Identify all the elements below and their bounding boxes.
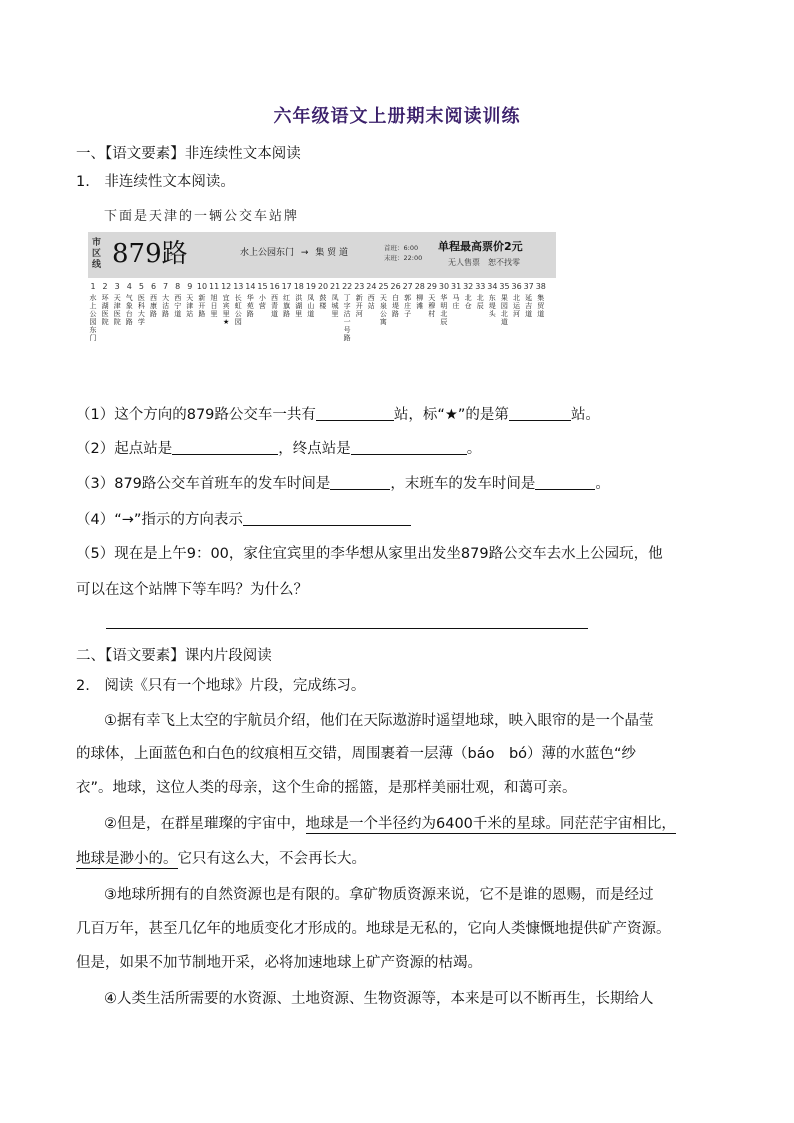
bus-stop-name: 丁字沽一号路: [343, 294, 351, 342]
bus-stop-11: [209, 282, 219, 318]
bus-stop-number: 11: [209, 282, 220, 291]
sign-intro: 下面是天津的一辆公交车站牌: [104, 209, 300, 224]
bus-stop-name: 新开路: [198, 294, 206, 318]
question2-label: 2. 阅读《只有一个地球》片段，完成练习。: [76, 678, 366, 694]
bus-stop-25: [378, 282, 388, 326]
bus-stop-name: 北运河: [513, 294, 520, 318]
q2-text-c: 。: [466, 441, 482, 457]
bus-stop-22: [342, 282, 352, 342]
bus-stop-name: 旭日里: [210, 294, 218, 318]
bus-stop-number: 19: [305, 282, 316, 291]
bus-stop-name: 西站: [367, 294, 375, 310]
bus-stop-number: 32: [463, 282, 474, 291]
bus-stop-name: 鼓楼: [319, 294, 327, 310]
last-bus-time: 末班：22:00: [384, 254, 423, 262]
bus-stop-13: [233, 282, 243, 326]
bus-stop-19: [306, 282, 316, 318]
bus-stop-name: 凤山道: [307, 294, 315, 318]
paragraph-1-line1: ①据有幸飞上太空的宇航员介绍，他们在天际遨游时遥望地球，映入眼帘的是一个晶莹: [104, 713, 654, 729]
bus-stop-number: 21: [330, 282, 341, 291]
bus-stop-number: 2: [102, 282, 108, 291]
bus-stop-number: 12: [221, 282, 232, 291]
bus-stop-name: 果园北道: [500, 294, 508, 326]
sign-header-band: [88, 232, 556, 278]
q1-text-c: 站。: [570, 407, 600, 423]
q3-text-a: （3）879路公交车首班车的发车时间是: [76, 476, 331, 492]
answer-line[interactable]: [106, 628, 588, 629]
answer-blank[interactable]: [535, 475, 595, 490]
bus-stop-name: 北辰: [476, 294, 484, 310]
bus-stop-24: [366, 282, 376, 310]
bus-stop-34: [487, 282, 497, 318]
bus-stop-name: 北仓: [464, 294, 472, 310]
bus-stop-name: 柳滩: [416, 294, 424, 310]
bus-stop-name: 凤城里: [331, 294, 339, 318]
bus-stop-38: [536, 282, 546, 318]
q3-text-c: 。: [595, 476, 610, 492]
bus-stop-number: 15: [257, 282, 268, 291]
bus-stop-3: [112, 282, 122, 326]
bus-stop-23: [354, 282, 364, 318]
bus-stop-name: 东堤头: [488, 294, 496, 318]
bus-stop-name: 天津医院: [113, 294, 121, 326]
q4-text-a: （4）“→”指示的方向表示: [76, 512, 243, 528]
bus-stop-36: [512, 282, 522, 318]
bus-stop-name: 延吉道: [525, 294, 533, 318]
bus-stop-name: 华明北辰: [440, 294, 448, 326]
bus-stop-20: [318, 282, 328, 310]
bus-stop-number: 33: [475, 282, 486, 291]
bus-stop-name: 医科大学: [137, 294, 145, 326]
paragraph-2-line2: [76, 849, 366, 869]
bus-stop-number: 18: [293, 282, 304, 291]
bus-stop-27: [403, 282, 413, 318]
bus-stop-name: 水上公园东门: [89, 294, 97, 342]
bus-stop-8: [173, 282, 183, 318]
bus-stop-number: 26: [390, 282, 401, 291]
sign-times: [384, 243, 422, 263]
bus-stop-26: [391, 282, 401, 318]
bus-stop-number: 24: [366, 282, 377, 291]
q3-text-b: ，末班车的发车时间是: [390, 476, 536, 492]
bus-stop-sign: [88, 232, 556, 390]
bus-stop-name: 小营: [258, 294, 266, 310]
bus-stop-number: 38: [535, 282, 546, 291]
sign-route-number: 879路: [112, 239, 188, 269]
bus-stop-28: [415, 282, 425, 310]
bus-stop-number: 16: [269, 282, 280, 291]
bus-stop-number: 8: [175, 282, 181, 291]
bus-stop-number: 17: [281, 282, 292, 291]
bus-stop-number: 7: [163, 282, 169, 291]
bus-stop-14: [245, 282, 255, 318]
bus-stop-number: 27: [402, 282, 413, 291]
bus-stop-number: 10: [196, 282, 208, 291]
bus-stop-16: [270, 282, 280, 318]
bus-stop-18: [294, 282, 304, 318]
bus-stop-12: [221, 282, 231, 326]
bus-stop-name: 天泉公寓: [379, 294, 387, 326]
bus-stop-number: 1: [90, 282, 96, 291]
sign-direction: [240, 245, 348, 258]
bus-stop-name: 华苑路: [246, 294, 254, 318]
p2-text-a: ②但是，在群星璀璨的宇宙中，: [104, 816, 306, 832]
question-1-4: [76, 510, 411, 530]
bus-stop-name: 长虹公园: [234, 294, 242, 326]
sign-fare-note: 无人售票 恕不找零: [448, 258, 520, 267]
bus-stop-name: 环湖医院: [101, 294, 109, 326]
paragraph-1-line3: 衣”。地球，这位人类的母亲，这个生命的摇篮，是那样美丽壮观，和蔼可亲。: [76, 780, 577, 796]
star-icon: ★: [222, 318, 230, 326]
paragraph-3-line1: ③地球所拥有的自然资源也是有限的。拿矿物质资源来说，它不是谁的恩赐，而是经过: [104, 887, 654, 903]
bus-stop-name: 天津站: [186, 294, 194, 318]
bus-stop-number: 30: [438, 282, 450, 291]
p2-underlined-text: 地球是一个半径约为6400千米的星球。同茫茫宇宙相比，: [305, 816, 676, 832]
bus-stop-30: [439, 282, 449, 326]
q2-text-b: ，终点站是: [278, 441, 351, 457]
answer-blank[interactable]: [509, 406, 571, 421]
direction-from: 水上公园东门: [240, 248, 295, 258]
bus-stop-33: [475, 282, 485, 310]
answer-blank[interactable]: [172, 440, 278, 455]
q1-text-b: 站，标“★”的是第: [393, 407, 509, 423]
bus-stop-35: [499, 282, 509, 326]
bus-stop-32: [463, 282, 473, 310]
bus-stop-name: 新开河: [355, 294, 363, 318]
bus-stop-number: 29: [426, 282, 437, 291]
sign-stop-list: [88, 282, 556, 390]
bus-stop-29: [427, 282, 437, 318]
bus-stop-number: 22: [342, 282, 353, 291]
bus-stop-5: [136, 282, 146, 326]
bus-stop-9: [185, 282, 195, 318]
bus-stop-name: 集贸道: [537, 294, 545, 318]
bus-stop-6: [149, 282, 159, 318]
bus-stop-number: 6: [150, 282, 157, 291]
bus-stop-name: 红旗路: [283, 294, 291, 318]
q2-text-a: （2）起点站是: [76, 441, 173, 457]
question-1-5-line2: 可以在这个站牌下等车吗？为什么？: [76, 582, 308, 598]
bus-stop-7: [161, 282, 171, 318]
question-1-5-line1: （5）现在是上午9：00，家住宜宾里的李华想从家里出发坐879路公交车去水上公园玩，他: [76, 546, 663, 562]
bus-stop-31: [451, 282, 461, 310]
bus-stop-4: [124, 282, 134, 326]
bus-stop-number: 25: [378, 282, 389, 291]
question1-label: 1. 非连续性文本阅读。: [76, 174, 235, 190]
section1-heading: 一、【语文要素】非连续性文本阅读: [76, 146, 301, 162]
bus-stop-number: 9: [187, 282, 193, 291]
answer-blank[interactable]: [351, 440, 467, 455]
answer-blank[interactable]: [243, 511, 411, 526]
bus-stop-1: [88, 282, 98, 342]
bus-stop-name: 马庄: [452, 294, 460, 310]
bus-stop-number: 28: [414, 282, 425, 291]
sign-zone: 市区线: [92, 238, 102, 270]
bus-stop-name: 西宁道: [174, 294, 182, 318]
paragraph-2-line1: [104, 814, 676, 834]
section2-heading: 二、【语文要素】课内片段阅读: [76, 648, 272, 664]
p2-text-b: 它只有这么大，不会再长大。: [177, 851, 366, 867]
bus-stop-2: [100, 282, 110, 326]
bus-stop-name: 洪湖里: [295, 294, 303, 318]
bus-stop-15: [257, 282, 267, 310]
bus-stop-number: 13: [233, 282, 244, 291]
first-bus-time: 首班：6:00: [384, 244, 419, 252]
direction-arrow-icon: →: [300, 248, 309, 258]
bus-stop-number: 35: [499, 282, 510, 291]
bus-stop-37: [524, 282, 534, 318]
bus-stop-21: [330, 282, 340, 318]
paragraph-1-line2: 的球体，上面蓝色和白色的纹痕相互交错，周围裹着一层薄（báo bó）薄的水蓝色“纱: [76, 746, 637, 762]
paragraph-4-line1: ④人类生活所需要的水资源、土地资源、生物资源等，本来是可以不断再生，长期给人: [104, 991, 654, 1007]
bus-stop-number: 36: [511, 282, 522, 291]
bus-stop-name: 西青道: [271, 294, 278, 318]
bus-stop-name: 气象台路: [125, 294, 133, 326]
bus-stop-number: 37: [523, 282, 534, 291]
p2-underlined-text-2: 地球是渺小的。: [76, 851, 178, 867]
answer-blank[interactable]: [316, 406, 394, 421]
bus-stop-number: 23: [354, 282, 365, 291]
page-title: 六年级语文上册期末阅读训练: [273, 106, 521, 127]
bus-stop-name: 西康路: [150, 294, 157, 318]
question-1-1: [76, 405, 600, 425]
bus-stop-name: 天穆村: [428, 294, 436, 318]
paragraph-3-line2: 几百万年，甚至几亿年的地质变化才形成的。地球是无私的，它向人类慷慨地提供矿产资源。: [76, 921, 671, 937]
bus-stop-number: 20: [317, 282, 329, 291]
bus-stop-number: 4: [126, 282, 132, 291]
question-1-2: [76, 439, 481, 459]
bus-stop-name: 郭庄子: [404, 294, 412, 318]
bus-stop-number: 3: [114, 282, 120, 291]
answer-blank[interactable]: [330, 475, 390, 490]
q1-text-a: （1）这个方向的879路公交车一共有: [76, 407, 316, 423]
bus-stop-number: 34: [487, 282, 498, 291]
question-1-3: [76, 474, 610, 494]
bus-stop-name: 宜宾里: [222, 294, 230, 318]
direction-to: 集 贸 道: [315, 248, 349, 258]
bus-stop-name: 白堤路: [392, 294, 399, 318]
sign-fare: 单程最高票价2元: [438, 240, 523, 253]
bus-stop-number: 5: [138, 282, 144, 291]
bus-stop-number: 31: [451, 282, 462, 291]
bus-stop-17: [282, 282, 292, 318]
bus-stop-number: 14: [245, 282, 256, 291]
paragraph-3-line3: 但是，如果不加节制地开采，必将加速地球上矿产资源的枯竭。: [76, 955, 482, 971]
bus-stop-name: 大沽路: [162, 294, 170, 318]
bus-stop-10: [197, 282, 207, 318]
